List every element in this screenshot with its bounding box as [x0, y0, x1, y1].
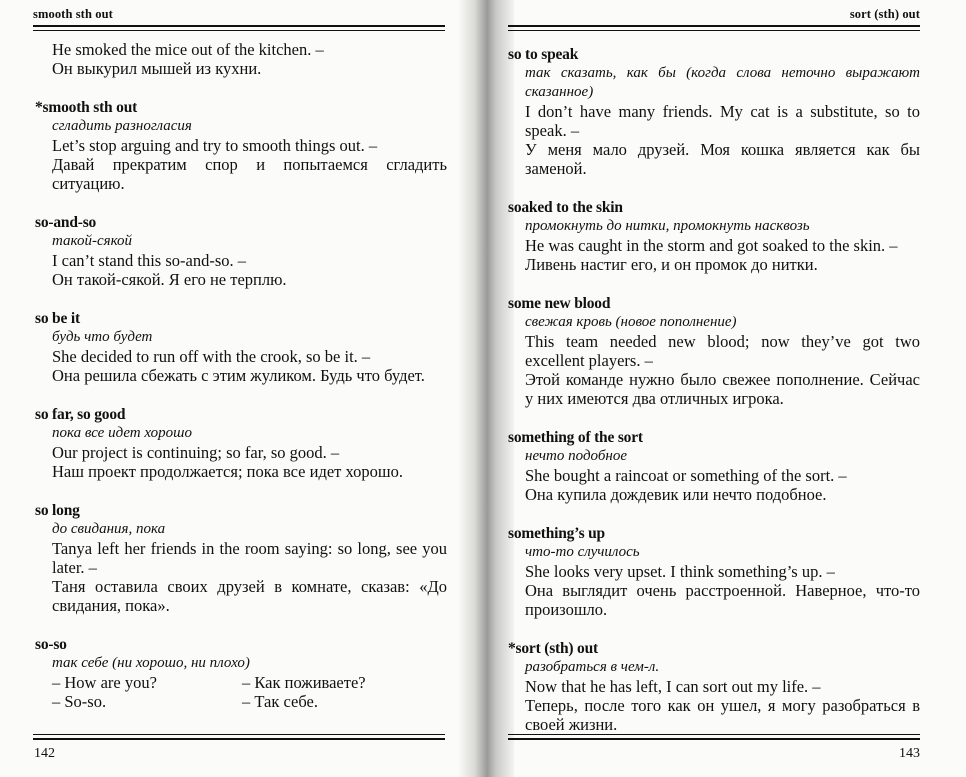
example-en: Let’s stop arguing and try to smooth things out. –	[52, 136, 378, 155]
example-ru: Этой команде нужно было свежее пополнение. Сейчас у них имеются два отличных игрока.	[525, 370, 920, 408]
right-footer-rule	[508, 738, 920, 740]
example-ru: Он такой-сякой. Я его не терплю.	[52, 270, 287, 289]
headword: so to speak	[508, 46, 579, 63]
left-page-number: 142	[34, 746, 55, 761]
right-header-rule	[508, 25, 920, 27]
example-en: Now that he has left, I can sort out my life. –	[525, 677, 821, 696]
translation: пока все идет хорошо	[52, 425, 192, 441]
example-en: I don’t have many friends. My cat is a substitute, so to speak. –	[525, 102, 920, 140]
example-en: He was caught in the storm and got soaked to the skin. –	[525, 236, 898, 255]
headword: so-and-so	[35, 214, 97, 231]
translation: сгладить разногласия	[52, 118, 192, 134]
translation: до свидания, пока	[52, 521, 166, 537]
left-header-rule	[33, 25, 445, 27]
dictionary-entry	[35, 309, 447, 385]
example-en: Our project is continuing; so far, so good. –	[52, 443, 340, 462]
headword: something of the sort	[508, 429, 643, 446]
dictionary-entry	[508, 198, 920, 274]
headword: so long	[35, 502, 80, 519]
example-ru: Ливень настиг его, и он промок до нитки.	[525, 255, 818, 274]
headword: some new blood	[508, 295, 611, 312]
dictionary-entry	[508, 294, 920, 408]
headword: so be it	[35, 310, 80, 327]
dialogue-line	[35, 673, 447, 692]
dialogue-ru: – Как поживаете?	[242, 673, 366, 692]
example-ru: Он выкурил мышей из кухни.	[52, 59, 262, 78]
right-page-number: 143	[899, 746, 920, 761]
dictionary-entry	[35, 635, 447, 711]
left-column	[35, 40, 447, 731]
translation: что-то случилось	[525, 544, 640, 560]
headword: soaked to the skin	[508, 199, 623, 216]
translation: будь что будет	[52, 329, 153, 345]
right-footer-rule-thin	[508, 734, 920, 735]
translation: такой-сякой	[52, 233, 133, 249]
example-en: I can’t stand this so-and-so. –	[52, 251, 246, 270]
dialogue-line	[35, 692, 447, 711]
example-en: She looks very upset. I think something’s up. –	[525, 562, 835, 581]
right-running-head: sort (sth) out	[849, 7, 920, 21]
dictionary-entry	[35, 405, 447, 481]
headword: something’s up	[508, 525, 605, 542]
translation: так себе (ни хорошо, ни плохо)	[52, 655, 250, 671]
example-ru: Наш проект продолжается; пока все идет хорошо.	[52, 462, 403, 481]
dialogue-en: – So-so.	[52, 692, 107, 711]
left-header-rule-thin	[33, 30, 445, 31]
headword: *sort (sth) out	[508, 640, 598, 657]
book-gutter-shadow	[458, 0, 514, 777]
dictionary-entry	[508, 428, 920, 504]
headword: *smooth sth out	[35, 99, 138, 116]
example-en: He smoked the mice out of the kitchen. –	[52, 40, 324, 59]
dictionary-entry	[35, 213, 447, 289]
dictionary-entry	[35, 98, 447, 193]
carryover-entry	[35, 40, 447, 78]
example-ru: Она решила сбежать с этим жуликом. Будь что будет.	[52, 366, 425, 385]
example-ru: Давай прекратим спор и попытаемся сгладить ситуацию.	[52, 155, 447, 193]
dialogue-ru: – Так себе.	[242, 692, 318, 711]
translation: так сказать, как бы (когда слова неточно выражают сказанное)	[525, 65, 920, 100]
example-en: She bought a raincoat or something of the sort. –	[525, 466, 847, 485]
translation: нечто подобное	[525, 448, 627, 464]
example-en: This team needed new blood; now they’ve got two excellent players. –	[525, 332, 920, 370]
dialogue-en: – How are you?	[52, 673, 157, 692]
dictionary-entry	[508, 639, 920, 734]
translation: свежая кровь (новое пополнение)	[525, 314, 737, 330]
translation: промокнуть до нитки, промокнуть насквозь	[525, 218, 810, 234]
right-header-rule-thin	[508, 30, 920, 31]
dictionary-entry	[508, 45, 920, 178]
example-ru: Таня оставила своих друзей в комнате, сказав: «До свидания, пока».	[52, 577, 447, 615]
dictionary-entry	[508, 524, 920, 619]
left-footer-rule	[33, 738, 445, 740]
translation: разобраться в чем-л.	[525, 659, 660, 675]
left-running-head: smooth sth out	[33, 7, 113, 21]
example-en: Tanya left her friends in the room saying: so long, see you later. –	[52, 539, 447, 577]
headword: so far, so good	[35, 406, 126, 423]
headword: so-so	[35, 636, 67, 653]
example-ru: Теперь, после того как он ушел, я могу разобраться в своей жизни.	[525, 696, 920, 734]
example-ru: Она выглядит очень расстроенной. Наверное, что-то произошло.	[525, 581, 920, 619]
example-en: She decided to run off with the crook, so be it. –	[52, 347, 371, 366]
left-footer-rule-thin	[33, 734, 445, 735]
example-ru: Она купила дождевик или нечто подобное.	[525, 485, 827, 504]
example-ru: У меня мало друзей. Моя кошка является как бы заменой.	[525, 140, 920, 178]
right-column	[508, 45, 920, 754]
dictionary-entry	[35, 501, 447, 615]
